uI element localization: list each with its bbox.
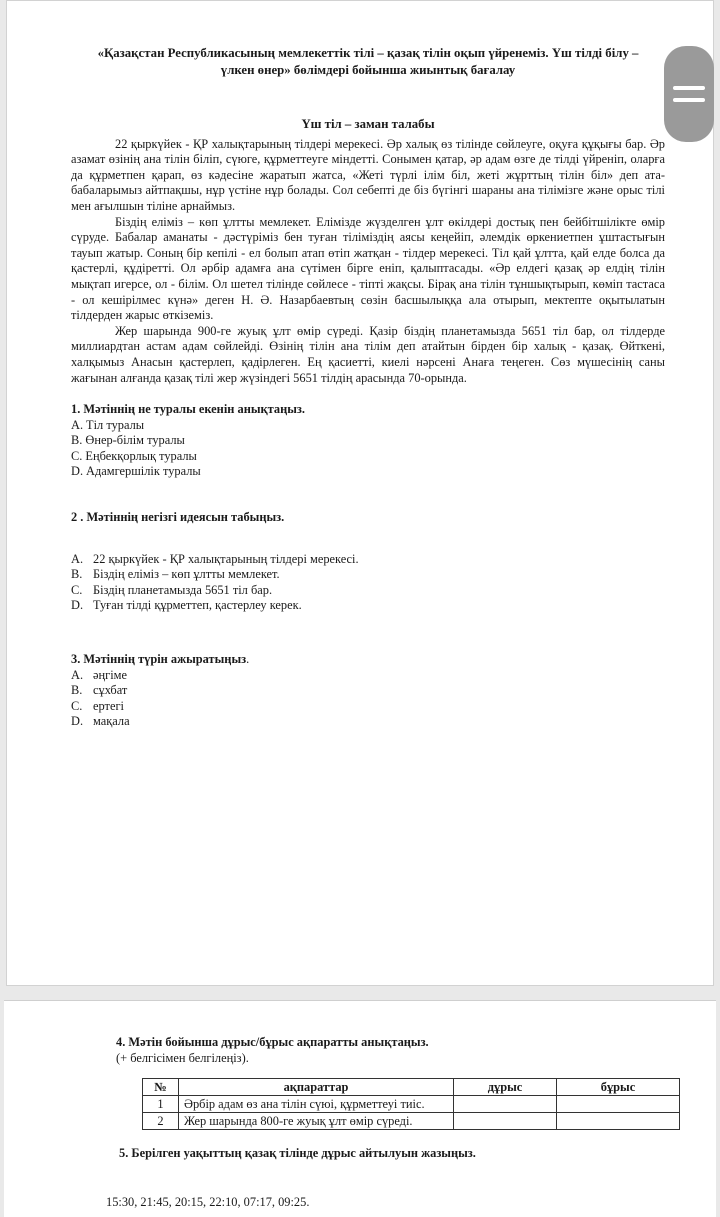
question-1-option-c[interactable]: C. Еңбекқорлық туралы (71, 448, 197, 463)
question-1-title: 1. Мәтіннің не туралы екенін анықтаңыз. (71, 402, 305, 417)
question-3-title: 3. Мәтіннің түрін ажыратыңыз. (71, 652, 250, 667)
question-1-option-b[interactable]: B. Өнер-білім туралы (71, 433, 185, 448)
question-5-title: 5. Берілген уақыттың қазақ тілінде дұрыс айтылуын жазыңыз. (119, 1146, 476, 1161)
table-row (143, 1113, 680, 1130)
question-4-note: (+ белгісімен белгілеңіз). (116, 1050, 249, 1065)
table-header-row (143, 1079, 680, 1096)
header-incorrect: бұрыс (557, 1079, 680, 1096)
question-1-option-d[interactable]: D. Адамгершілік туралы (71, 464, 201, 479)
menu-lines-icon[interactable] (664, 46, 714, 142)
question-3-option-c[interactable]: C. ертегі (71, 698, 124, 713)
text-subtitle: Үш тіл – заман талабы (301, 117, 435, 131)
header-correct: дұрыс (454, 1079, 557, 1096)
question-2-option-c[interactable]: C. Біздің планетамызда 5651 тіл бар. (71, 582, 273, 597)
question-2-option-a[interactable]: A. 22 қыркүйек - ҚР халықтарының тілдері мерекесі. (71, 551, 359, 566)
row-number: 1 (143, 1096, 179, 1113)
header-info: ақпараттар (179, 1079, 454, 1096)
menu-line (673, 86, 705, 90)
header-number: № (143, 1079, 179, 1096)
row-correct-cell[interactable] (454, 1096, 557, 1113)
title-line-2: үлкен өнер» бөлімдері бойынша жиынтық бағалау (220, 63, 516, 77)
page-2-content (116, 1035, 686, 1162)
true-false-table (142, 1078, 680, 1130)
row-incorrect-cell[interactable] (557, 1096, 680, 1113)
question-1-option-a[interactable]: A. Тіл туралы (71, 417, 145, 432)
question-2-title: 2 . Мәтіннің негізгі идеясын табыңыз. (71, 510, 285, 525)
page-1-content (71, 45, 665, 730)
paragraph-2: Біздің еліміз – көп ұлтты мемлекет. Елімізде жүзделген ұлт өкілдері достық пен бейбітшілікте өмір сүруде. Бабалар аманаты - дәстүріміз бен туған тіліміздің аясы кеңейіп, әлемдік өркениетпен ұштастығын тауып жатыр. Соның бір кепілі - ел болып атап өтіп жатқан - тілдер мерекесі. Тіл қай ұлтта, қай елде болса да қастерлі, құдіретті. Ол әрбір адамға ана сүтімен бірге еніп, қалыптасады. «Әр елдегі қазақ әр елдің тілін мықтап игерсе, ол - білім. Ол шетел тілінде сөйлесе - тіпті жақсы. Бірақ ана тілін тұншықтырып, көміп тастаса - ол кешірілмес күнә» деген Н. Ә. Назарбаевтың сөзін басшылыққа ала отырып, мектепте оқытылатын тілдерден жарыс өткіземіз. (71, 214, 665, 323)
row-incorrect-cell[interactable] (557, 1113, 680, 1130)
table-row (143, 1096, 680, 1113)
title-line-1: «Қазақстан Республикасының мемлекеттік тілі – қазақ тілін оқып үйренеміз. Үш тілді білу – (97, 46, 639, 60)
question-2-option-d[interactable]: D. Туған тілді құрметтеп, қастерлеу керек. (71, 598, 302, 613)
question-3-option-a[interactable]: A. әңгіме (71, 667, 127, 682)
question-3-option-b[interactable]: B. сұхбат (71, 683, 128, 698)
menu-line (673, 98, 705, 102)
question-1-options (71, 418, 665, 480)
times-list: 15:30, 21:45, 20:15, 22:10, 07:17, 09:25. (106, 1195, 310, 1209)
question-3-option-d[interactable]: D. мақала (71, 714, 130, 729)
row-correct-cell[interactable] (454, 1113, 557, 1130)
document-page-1 (6, 0, 714, 986)
question-3-options (71, 668, 665, 730)
document-page-2 (4, 1000, 716, 1217)
document-title (71, 45, 665, 79)
question-2-option-b[interactable]: B. Біздің еліміз – көп ұлтты мемлекет. (71, 567, 280, 582)
row-text: Әрбір адам өз ана тілін сүюі, құрметтеуі тиіс. (179, 1096, 454, 1113)
row-number: 2 (143, 1113, 179, 1130)
paragraph-3: Жер шарында 900-ге жуық ұлт өмір сүреді. Қазір біздің планетамызда 5651 тіл бар, ол тілдерде миллиардтан астам адам сөйлейді. Өзінің тілін ана тілім деп атайтын бірден бір халық - қазақ. Өйткені, халқымыз Анасын қастерлеп, қадірлеген. Ең қасиетті, киелі нәрсені Анаға теңеген. Сөз мүшесінің саны жағынан алғанда қазақ тілі жер жүзіндегі 5651 тілдің арасында 70-орында. (71, 323, 665, 385)
paragraph-1: 22 қыркүйек - ҚР халықтарының тілдері мерекесі. Әр халық өз тілінде сөйлеуге, оқуға құқығы бар. Әр азамат өзінің ана тілін біліп, сүюге, құрметтеуге міндетті. Сонымен қатар, әр адам өзге де тілді үйреніп, оларға да құрметпен қарап, өз кәдесіне жаратып жатса, «Жеті түрлі ілім біл, жеті жұрттың тілін біл» деп ата-бабаларымыз айтпақшы, нұр үстіне нұр болады. Сол себепті де біз бүгінгі шараны ана тілімізге және орыс тілі мен ағылшын тіліне арнаймыз. (71, 136, 665, 213)
question-4-title: 4. Мәтін бойынша дұрыс/бұрыс ақпаратты анықтаңыз. (116, 1035, 429, 1049)
row-text: Жер шарында 800-ге жуық ұлт өмір сүреді. (179, 1113, 454, 1130)
question-2-options (71, 552, 665, 614)
